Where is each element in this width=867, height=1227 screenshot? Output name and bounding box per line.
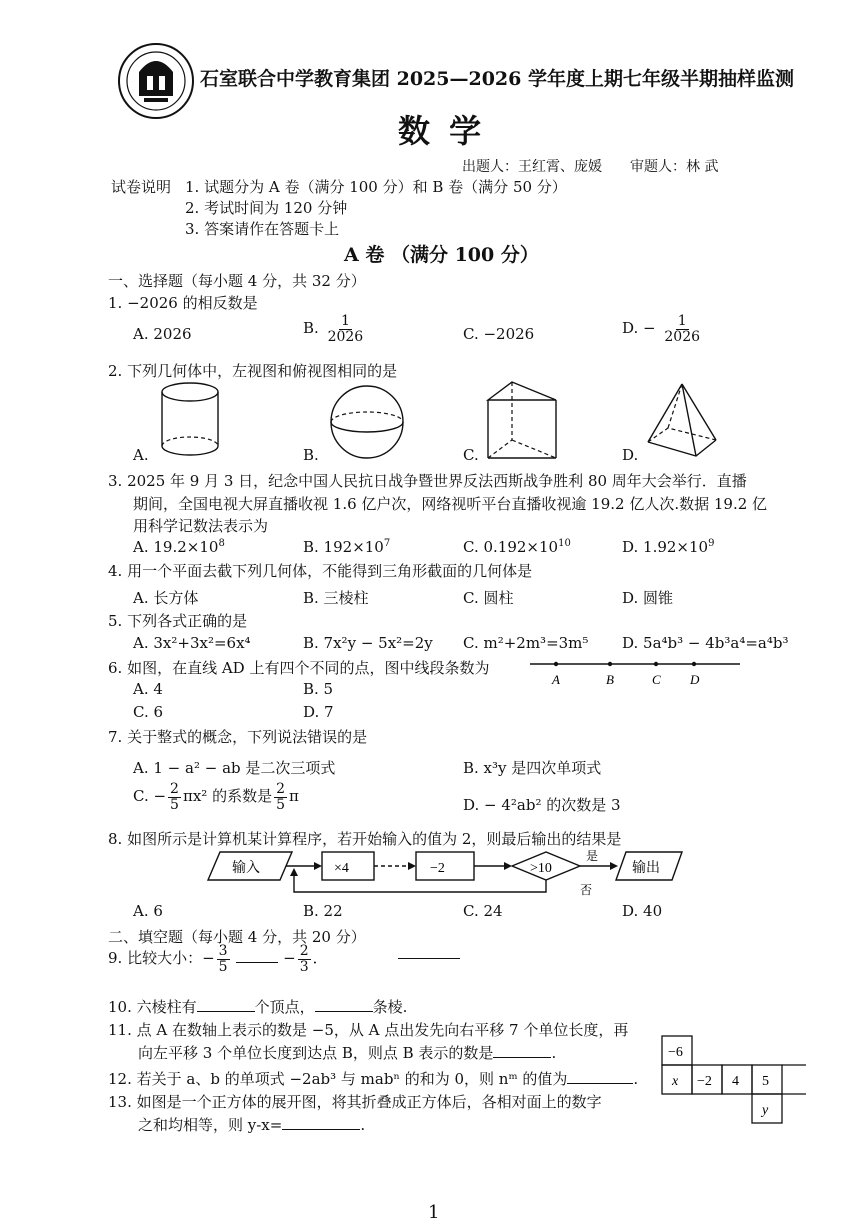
q4-stem: 4. 用一个平面去截下列几何体，不能得到三角形截面的几何体是 (108, 562, 533, 580)
q8-option-a: A. 6 (133, 902, 163, 920)
q8-option-c: C. 24 (463, 902, 503, 920)
prism-figure (482, 378, 562, 468)
net-minus2: −2 (697, 1074, 712, 1089)
q1-option-b: B. $\frac{1}{2026}$ (303, 313, 364, 345)
q10-blank-vertices[interactable] (197, 1011, 255, 1012)
q2-option-d: D. (622, 446, 639, 464)
q9: 9. 比较大小：− $\frac{3}{5}$ − $\frac{2}{3}$ ． (108, 943, 328, 975)
q5-option-a: A. 3x²+3x²=6x⁴ (133, 634, 251, 652)
section-a-title: A 卷 （满分 100 分） (344, 244, 539, 266)
instructions-label: 试卷说明 (111, 178, 172, 196)
q11-line1: 11. 点 A 在数轴上表示的数是 −5，从 A 点出发先向右平移 7 个单位长度，再 (108, 1021, 629, 1039)
q10: 10. 六棱柱有 个顶点， 条棱. (108, 998, 408, 1016)
q6-option-b: B. 5 (303, 680, 334, 698)
q3-option-d: D. $1.92\times 10^9$ (622, 538, 715, 556)
sphere-figure (327, 382, 407, 466)
q3-option-c: C. $0.192\times 10^{10}$ (463, 538, 571, 556)
q6-option-c: C. 6 (133, 703, 164, 721)
flow-output: 输出 (632, 861, 660, 876)
instruction-1: 1. 试题分为 A 卷（满分 100 分）和 B 卷（满分 50 分） (185, 178, 567, 196)
q5-option-d: D. 5a⁴b³ − 4b³a⁴=a⁴b³ (622, 634, 789, 652)
q1-stem: 1. −2026 的相反数是 (108, 294, 258, 312)
flow-compare: >10 (530, 861, 552, 876)
q13-line2: 之和均相等，则 y-x= . (138, 1116, 366, 1134)
net-y: y (762, 1103, 769, 1118)
q7-option-c: C. − $\frac{2}{5}$ πx² 的系数是 $\frac{2}{5}$ π (133, 781, 299, 813)
part2-title: 二、填空题（每小题 4 分，共 20 分） (108, 928, 366, 946)
q12-answer-blank[interactable] (567, 1083, 633, 1084)
q4-option-b: B. 三棱柱 (303, 589, 369, 607)
q6-option-d: D. 7 (303, 703, 334, 721)
q1-d-numerator: 1 (677, 313, 687, 329)
reviewer: 审题人：林 武 (630, 159, 719, 175)
net-5: 5 (762, 1074, 769, 1089)
q4-option-d: D. 圆锥 (622, 589, 674, 607)
subject-title: 数 学 (398, 112, 486, 150)
q9-answer-blank[interactable] (236, 962, 278, 963)
q1-d-denominator: 2026 (664, 328, 701, 345)
q3-option-b: B. $192\times 10^7$ (303, 538, 391, 556)
net-x: x (672, 1074, 679, 1089)
q8-stem: 8. 如图所示是计算机某计算程序，若开始输入的值为 2，则最后输出的结果是 (108, 830, 622, 848)
q3-option-a: A. $19.2\times 10^8$ (133, 538, 225, 556)
authors: 出题人：王红霄、庞媛 (462, 159, 602, 175)
flow-multiply: ×4 (334, 861, 349, 876)
q6-point-b: B (606, 672, 614, 687)
instruction-2: 2. 考试时间为 120 分钟 (185, 199, 348, 217)
q3-line2: 期间，全国电视大屏直播收视 1.6 亿户次，网络视听平台直播收视逾 19.2 亿人次.数据 19.2 亿 (133, 495, 768, 513)
school-seal (117, 42, 195, 120)
pyramid-figure (642, 380, 722, 464)
part1-title: 一、选择题（每小题 4 分，共 32 分） (108, 272, 366, 290)
q5-option-b: B. 7x²y − 5x²=2y (303, 634, 433, 652)
q4-option-c: C. 圆柱 (463, 589, 514, 607)
cube-net-figure (660, 1034, 810, 1132)
q12: 12. 若关于 a、b 的单项式 −2ab³ 与 mabⁿ 的和为 0，则 nᵐ 的值为 . (108, 1070, 639, 1088)
q4-option-a: A. 长方体 (133, 589, 199, 607)
q2-option-c: C. (463, 446, 479, 464)
q3-line3: 用科学记数法表示为 (133, 517, 269, 535)
q8-option-b: B. 22 (303, 902, 343, 920)
q1-b-denominator: 2026 (327, 328, 364, 345)
q2-stem: 2. 下列几何体中，左视图和俯视图相同的是 (108, 362, 398, 380)
flow-no: 否 (580, 883, 593, 897)
q7-stem: 7. 关于整式的概念，下列说法错误的是 (108, 728, 368, 746)
cylinder-figure (155, 380, 225, 464)
q11-line2: 向左平移 3 个单位长度到达点 B，则点 B 表示的数是 . (138, 1044, 557, 1062)
q13-line1: 13. 如图是一个正方体的展开图，将其折叠成正方体后，各相对面上的数字 (108, 1093, 602, 1111)
q2-option-b: B. (303, 446, 319, 464)
flow-input: 输入 (232, 861, 260, 876)
q8-option-d: D. 40 (622, 902, 663, 920)
q5-stem: 5. 下列各式正确的是 (108, 612, 248, 630)
q6-point-d: D (690, 672, 700, 687)
q3-line1: 3. 2025 年 9 月 3 日，纪念中国人民抗日战争暨世界反法西斯战争胜利 80 周年大会举行．直播 (108, 472, 747, 490)
q11-answer-blank[interactable] (493, 1057, 551, 1058)
q6-stem: 6. 如图，在直线 AD 上有四个不同的点，图中线段条数为 (108, 659, 490, 677)
q6-point-a: A (552, 672, 560, 687)
q1-option-c: C. −2026 (463, 325, 535, 343)
q6-point-c: C (652, 672, 661, 687)
q6-line-figure (530, 654, 745, 692)
q1-option-d: D. − $\frac{1}{2026}$ (622, 313, 701, 345)
q7-option-d: D. − 4²ab² 的次数是 3 (463, 796, 621, 814)
q1-option-a: A. 2026 (133, 325, 192, 343)
q10-blank-edges[interactable] (315, 1011, 373, 1012)
q7-option-a: A. 1 − a² − ab 是二次三项式 (133, 759, 336, 777)
flow-subtract: −2 (430, 861, 445, 876)
q13-answer-blank[interactable] (282, 1129, 360, 1130)
instruction-3: 3. 答案请作在答题卡上 (185, 220, 340, 238)
q1-b-numerator: 1 (340, 313, 350, 329)
flow-yes: 是 (586, 849, 599, 863)
q6-option-a: A. 4 (133, 680, 163, 698)
net-top: −6 (668, 1045, 683, 1060)
page-number: 1 (428, 1202, 440, 1223)
stray-line (398, 958, 460, 959)
net-4: 4 (732, 1074, 739, 1089)
q7-option-b: B. x³y 是四次单项式 (463, 759, 602, 777)
q2-option-a: A. (133, 446, 149, 464)
exam-title: 石室联合中学教育集团 2025—2026 学年度上期七年级半期抽样监测 (200, 68, 794, 90)
q5-option-c: C. m²+2m³=3m⁵ (463, 634, 589, 652)
q8-flowchart (206, 848, 686, 904)
